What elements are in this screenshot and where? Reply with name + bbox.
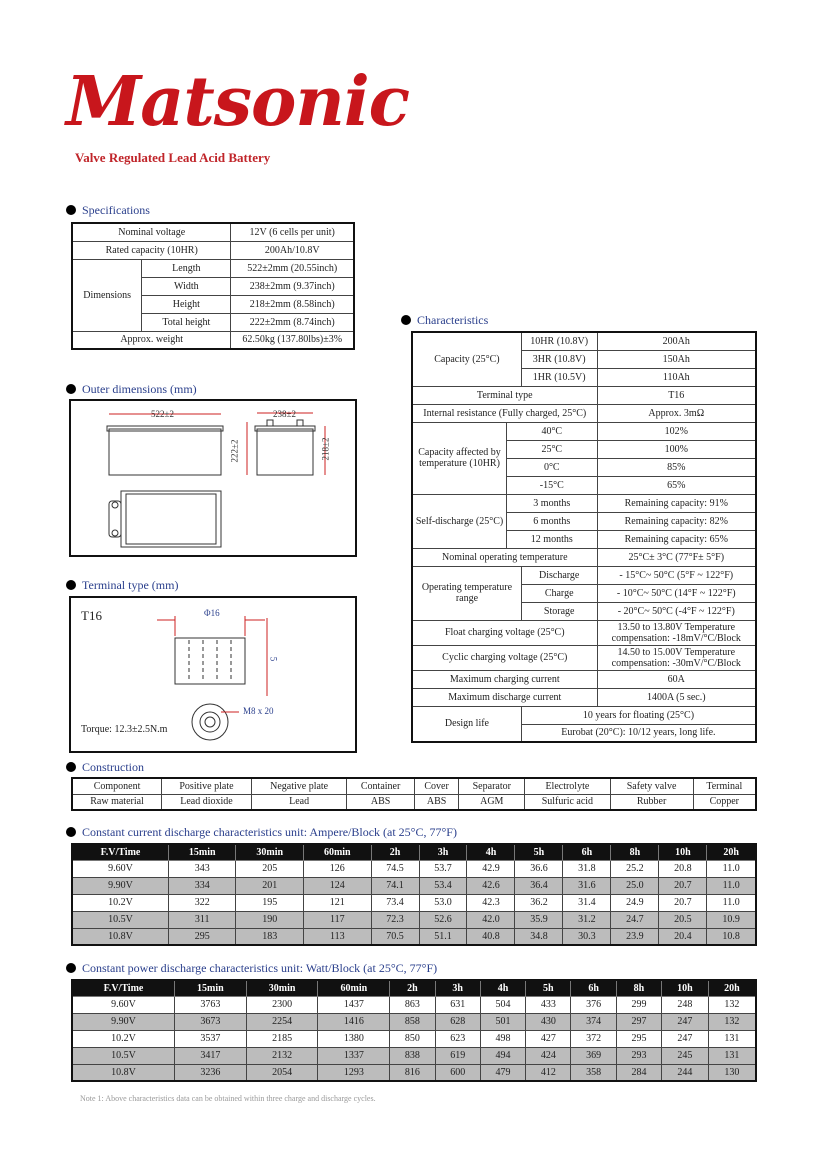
value-cell: 74.1 xyxy=(371,877,419,894)
row-label-cell: 10.5V xyxy=(72,911,168,928)
column-header: 4h xyxy=(467,844,515,860)
table-row xyxy=(72,1030,756,1047)
construction-data-row xyxy=(72,794,756,810)
table-row xyxy=(72,1047,756,1064)
value-cell: 311 xyxy=(168,911,236,928)
specifications-table: Nominal voltage 12V (6 cells per unit) Rated capacity (10HR) 200Ah/10.8V Dimensions Length 522±2mm (20.55inch) Width 238±2mm (9.37inch) Height 218±2mm (8.58inch) Total height 222±2mm (8.74inch) Approx. weight 62.50kg (137.80lbs)±3% xyxy=(71,222,355,350)
column-header: 30min xyxy=(246,980,318,996)
value-cell: 10.8 xyxy=(707,928,756,945)
value-cell: 195 xyxy=(236,894,304,911)
value-cell: 31.4 xyxy=(563,894,611,911)
construction-header-cell: Terminal xyxy=(693,778,756,794)
row-label-cell: 10.2V xyxy=(72,894,168,911)
current-discharge-table xyxy=(71,843,757,946)
column-header: 10h xyxy=(659,844,707,860)
row-label-cell: 9.90V xyxy=(72,877,168,894)
total-height-dimension: 222±2 xyxy=(229,439,240,463)
value-cell: 42.0 xyxy=(467,911,515,928)
power-discharge-table xyxy=(71,979,757,1082)
bullet-icon xyxy=(66,384,76,394)
construction-cell: Raw material xyxy=(72,794,162,810)
value-cell: 20.7 xyxy=(659,877,707,894)
value-cell: 369 xyxy=(571,1047,616,1064)
value-cell: 121 xyxy=(304,894,372,911)
value-cell: 863 xyxy=(390,996,435,1013)
value-cell: 51.1 xyxy=(419,928,467,945)
table-row xyxy=(72,860,756,877)
column-header: 3h xyxy=(435,980,480,996)
value-cell: 295 xyxy=(616,1030,661,1047)
value-cell: 53.7 xyxy=(419,860,467,877)
width-dimension: 238±2 xyxy=(273,409,296,419)
value-cell: 600 xyxy=(435,1064,480,1081)
column-header: 30min xyxy=(236,844,304,860)
table-row xyxy=(72,894,756,911)
column-header: F.V/Time xyxy=(72,980,174,996)
value-cell: 2185 xyxy=(246,1030,318,1047)
value-cell: 1380 xyxy=(318,1030,390,1047)
value-cell: 72.3 xyxy=(371,911,419,928)
terminal-bolt: M8 x 20 xyxy=(243,706,274,716)
bullet-icon xyxy=(66,963,76,973)
value-cell: 244 xyxy=(662,1064,709,1081)
value-cell: 358 xyxy=(571,1064,616,1081)
construction-header-cell: Electrolyte xyxy=(525,778,610,794)
construction-cell: ABS xyxy=(347,794,414,810)
column-header: 15min xyxy=(174,980,246,996)
bullet-icon xyxy=(66,580,76,590)
value-cell: 3236 xyxy=(174,1064,246,1081)
value-cell: 295 xyxy=(168,928,236,945)
value-cell: 427 xyxy=(526,1030,571,1047)
value-cell: 201 xyxy=(236,877,304,894)
value-cell: 34.8 xyxy=(515,928,563,945)
column-header: 15min xyxy=(168,844,236,860)
bullet-icon xyxy=(66,205,76,215)
terminal-depth: 5 xyxy=(268,656,279,662)
bullet-icon xyxy=(66,762,76,772)
document-subtitle: Valve Regulated Lead Acid Battery xyxy=(75,150,271,165)
column-header: 10h xyxy=(662,980,709,996)
column-header: 5h xyxy=(526,980,571,996)
value-cell: 322 xyxy=(168,894,236,911)
table-header-row xyxy=(72,844,756,860)
column-header: 4h xyxy=(480,980,525,996)
row-label-cell: 10.5V xyxy=(72,1047,174,1064)
value-cell: 299 xyxy=(616,996,661,1013)
construction-header-cell: Negative plate xyxy=(251,778,347,794)
value-cell: 35.9 xyxy=(515,911,563,928)
value-cell: 2054 xyxy=(246,1064,318,1081)
terminal-drawing xyxy=(69,596,357,753)
value-cell: 1437 xyxy=(318,996,390,1013)
value-cell: 3417 xyxy=(174,1047,246,1064)
column-header: 60min xyxy=(304,844,372,860)
value-cell: 132 xyxy=(708,1013,756,1030)
value-cell: 10.9 xyxy=(707,911,756,928)
value-cell: 20.7 xyxy=(659,894,707,911)
outer-dimensions-drawing xyxy=(69,399,357,557)
value-cell: 248 xyxy=(662,996,709,1013)
value-cell: 2132 xyxy=(246,1047,318,1064)
value-cell: 850 xyxy=(390,1030,435,1047)
characteristics-heading: Characteristics xyxy=(401,313,488,328)
value-cell: 430 xyxy=(526,1013,571,1030)
column-header: F.V/Time xyxy=(72,844,168,860)
value-cell: 858 xyxy=(390,1013,435,1030)
row-label-cell: 9.60V xyxy=(72,860,168,877)
construction-heading: Construction xyxy=(66,760,144,775)
value-cell: 53.4 xyxy=(419,877,467,894)
table-header-row xyxy=(72,980,756,996)
value-cell: 42.6 xyxy=(467,877,515,894)
value-cell: 11.0 xyxy=(707,860,756,877)
brand-logo: Matsonic xyxy=(66,62,410,142)
value-cell: 42.3 xyxy=(467,894,515,911)
value-cell: 131 xyxy=(708,1030,756,1047)
current-discharge-heading: Constant current discharge characteristics unit: Ampere/Block (at 25°C, 77°F) xyxy=(66,825,457,840)
value-cell: 433 xyxy=(526,996,571,1013)
value-cell: 132 xyxy=(708,996,756,1013)
value-cell: 117 xyxy=(304,911,372,928)
row-label-cell: 10.2V xyxy=(72,1030,174,1047)
value-cell: 25.0 xyxy=(611,877,659,894)
value-cell: 479 xyxy=(480,1064,525,1081)
value-cell: 376 xyxy=(571,996,616,1013)
value-cell: 838 xyxy=(390,1047,435,1064)
value-cell: 374 xyxy=(571,1013,616,1030)
value-cell: 74.5 xyxy=(371,860,419,877)
column-header: 6h xyxy=(563,844,611,860)
value-cell: 24.9 xyxy=(611,894,659,911)
value-cell: 24.7 xyxy=(611,911,659,928)
value-cell: 20.8 xyxy=(659,860,707,877)
value-cell: 247 xyxy=(662,1013,709,1030)
value-cell: 42.9 xyxy=(467,860,515,877)
value-cell: 628 xyxy=(435,1013,480,1030)
row-label-cell: 10.8V xyxy=(72,1064,174,1081)
value-cell: 334 xyxy=(168,877,236,894)
footnote: Note 1: Above characteristics data can be obtained within three charge and discharge cycles. xyxy=(80,1094,376,1103)
value-cell: 623 xyxy=(435,1030,480,1047)
value-cell: 36.2 xyxy=(515,894,563,911)
value-cell: 131 xyxy=(708,1047,756,1064)
table-row xyxy=(72,1064,756,1081)
value-cell: 2300 xyxy=(246,996,318,1013)
bullet-icon xyxy=(401,315,411,325)
construction-cell: Copper xyxy=(693,794,756,810)
length-dimension: 522±2 xyxy=(151,409,174,419)
column-header: 8h xyxy=(616,980,661,996)
specifications-heading: Specifications xyxy=(66,203,150,218)
terminal-diameter: Φ16 xyxy=(204,608,220,618)
value-cell: 52.6 xyxy=(419,911,467,928)
value-cell: 297 xyxy=(616,1013,661,1030)
column-header: 20h xyxy=(707,844,756,860)
column-header: 60min xyxy=(318,980,390,996)
value-cell: 23.9 xyxy=(611,928,659,945)
table-row xyxy=(72,996,756,1013)
value-cell: 36.4 xyxy=(515,877,563,894)
value-cell: 494 xyxy=(480,1047,525,1064)
power-discharge-heading: Constant power discharge characteristics unit: Watt/Block (at 25°C, 77°F) xyxy=(66,961,437,976)
construction-header-cell: Positive plate xyxy=(162,778,252,794)
value-cell: 501 xyxy=(480,1013,525,1030)
value-cell: 25.2 xyxy=(611,860,659,877)
construction-table xyxy=(71,777,757,811)
bullet-icon xyxy=(66,827,76,837)
construction-header-cell: Cover xyxy=(414,778,459,794)
value-cell: 124 xyxy=(304,877,372,894)
value-cell: 3763 xyxy=(174,996,246,1013)
value-cell: 31.6 xyxy=(563,877,611,894)
value-cell: 30.3 xyxy=(563,928,611,945)
value-cell: 40.8 xyxy=(467,928,515,945)
construction-header-cell: Separator xyxy=(459,778,525,794)
construction-header-cell: Component xyxy=(72,778,162,794)
value-cell: 631 xyxy=(435,996,480,1013)
value-cell: 3673 xyxy=(174,1013,246,1030)
value-cell: 343 xyxy=(168,860,236,877)
construction-cell: AGM xyxy=(459,794,525,810)
value-cell: 11.0 xyxy=(707,894,756,911)
value-cell: 1293 xyxy=(318,1064,390,1081)
value-cell: 498 xyxy=(480,1030,525,1047)
value-cell: 3537 xyxy=(174,1030,246,1047)
value-cell: 412 xyxy=(526,1064,571,1081)
value-cell: 2254 xyxy=(246,1013,318,1030)
value-cell: 619 xyxy=(435,1047,480,1064)
terminal-type-heading: Terminal type (mm) xyxy=(66,578,178,593)
value-cell: 190 xyxy=(236,911,304,928)
terminal-name: T16 xyxy=(81,608,102,623)
row-label-cell: 9.60V xyxy=(72,996,174,1013)
construction-cell: Sulfuric acid xyxy=(525,794,610,810)
value-cell: 293 xyxy=(616,1047,661,1064)
construction-cell: Lead xyxy=(251,794,347,810)
column-header: 3h xyxy=(419,844,467,860)
outer-dimensions-heading: Outer dimensions (mm) xyxy=(66,382,197,397)
row-label-cell: 9.90V xyxy=(72,1013,174,1030)
value-cell: 247 xyxy=(662,1030,709,1047)
value-cell: 284 xyxy=(616,1064,661,1081)
construction-cell: Lead dioxide xyxy=(162,794,252,810)
column-header: 6h xyxy=(571,980,616,996)
column-header: 8h xyxy=(611,844,659,860)
value-cell: 1337 xyxy=(318,1047,390,1064)
value-cell: 126 xyxy=(304,860,372,877)
value-cell: 70.5 xyxy=(371,928,419,945)
characteristics-table: Capacity (25°C) 10HR (10.8V) 200Ah 3HR (10.8V) 150Ah 1HR (10.5V) 110Ah Terminal type T16 Internal resistance (Fully charged, 25°C) Approx. 3mΩ Capacity affected by temperature (10HR) 40°C 102% 25°C 100% 0°C 85% -15°C 65% Self-discharge (25°C) 3 months Remaining capacity: 91% 6 months Remaining capacity: 82% 12 months Remaining capacity: 65% Nominal operating temperature 25°C± 3°C (77°F± 5°F) Operating temperature range Discharge - 15°C~ 50°C (5°F ~ 122°F) Charge - 10°C~ 50°C (14°F ~ 122°F) Storage - 20°C~ 50°C (-4°F ~ 122°F) Float charging voltage (25°C) 13.50 to 13.80V Temperature compensation: -18mV/°C/Block Cyclic charging voltage (25°C) 14.50 to 15.00V Temperature compensation: -30mV/°C/Block Maximum charging current 60A Maximum discharge current 1400A (5 sec.) Design life 10 years for floating (25°C) Eurobat (20°C): 10/12 years, long life. xyxy=(411,331,757,743)
value-cell: 11.0 xyxy=(707,877,756,894)
column-header: 2h xyxy=(371,844,419,860)
value-cell: 73.4 xyxy=(371,894,419,911)
value-cell: 504 xyxy=(480,996,525,1013)
construction-header-row xyxy=(72,778,756,794)
column-header: 20h xyxy=(708,980,756,996)
value-cell: 113 xyxy=(304,928,372,945)
value-cell: 205 xyxy=(236,860,304,877)
value-cell: 424 xyxy=(526,1047,571,1064)
column-header: 5h xyxy=(515,844,563,860)
value-cell: 20.4 xyxy=(659,928,707,945)
table-row xyxy=(72,877,756,894)
value-cell: 816 xyxy=(390,1064,435,1081)
construction-header-cell: Safety valve xyxy=(610,778,693,794)
table-row xyxy=(72,1013,756,1030)
height-dimension: 218±2 xyxy=(320,437,331,461)
battery-outline-drawing xyxy=(71,401,355,555)
value-cell: 1416 xyxy=(318,1013,390,1030)
construction-cell: Rubber xyxy=(610,794,693,810)
row-label-cell: 10.8V xyxy=(72,928,168,945)
value-cell: 31.2 xyxy=(563,911,611,928)
value-cell: 372 xyxy=(571,1030,616,1047)
value-cell: 36.6 xyxy=(515,860,563,877)
value-cell: 53.0 xyxy=(419,894,467,911)
value-cell: 31.8 xyxy=(563,860,611,877)
value-cell: 183 xyxy=(236,928,304,945)
construction-header-cell: Container xyxy=(347,778,414,794)
table-row xyxy=(72,928,756,945)
value-cell: 245 xyxy=(662,1047,709,1064)
table-row xyxy=(72,911,756,928)
value-cell: 130 xyxy=(708,1064,756,1081)
column-header: 2h xyxy=(390,980,435,996)
value-cell: 20.5 xyxy=(659,911,707,928)
construction-cell: ABS xyxy=(414,794,459,810)
terminal-torque: Torque: 12.3±2.5N.m xyxy=(81,724,168,735)
